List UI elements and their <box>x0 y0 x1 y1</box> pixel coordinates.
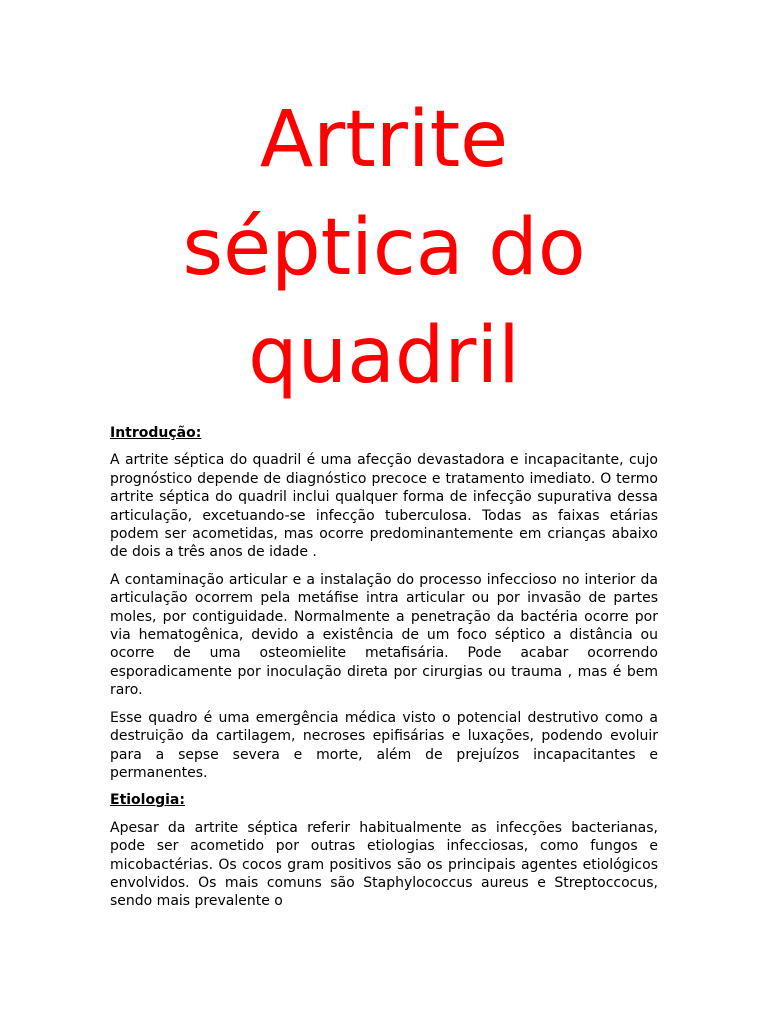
document-body <box>110 424 658 920</box>
paragraph: A contaminação articular e a instalação do processo infeccioso no interior da articulação ocorrem pela metáfise intra articular ou por invasão de partes moles, por contiguidade. Normalmente a penetração da bactéria ocorre por via hematogênica, devido a existência de um foco séptico a distância ou ocorre de uma osteomielite metafisária. Pode acabar ocorrendo esporadicamente por inoculação direta por cirurgias ou trauma , mas é bem raro. <box>110 571 658 699</box>
section-heading-introducao: Introdução: <box>110 425 202 441</box>
paragraph: Esse quadro é uma emergência médica visto o potencial destrutivo como a destruição da cartilagem, necroses epifisárias e luxações, podendo evoluir para a sepse severa e morte, além de prejuízos incapacitantes e permanentes. <box>110 709 658 781</box>
document-title: Artrite séptica do quadril <box>182 95 586 401</box>
section-heading-etiologia: Etiologia: <box>110 792 185 809</box>
paragraph: Apesar da artrite séptica referir habitualmente as infecções bacterianas, pode ser acometido por outras etiologias infecciosas, como fungos e micobactérias. Os cocos gram positivos são os principais agentes etiológicos envolvidos. Os mais comuns são Staphylococcus aureus e Streptoccocus, sendo mais prevalente o <box>110 819 658 910</box>
paragraph: A artrite séptica do quadril é uma afecção devastadora e incapacitante, cujo prognóstico depende de diagnóstico precoce e tratamento imediato. O termo artrite séptica do quadril inclui qualquer forma de infecção supurativa dessa articulação, excetuando-se infecção tuberculosa. Todas as faixas etárias podem ser acometidas, mas ocorre predominantemente em crianças abaixo de dois a três anos de idade . <box>110 452 658 561</box>
